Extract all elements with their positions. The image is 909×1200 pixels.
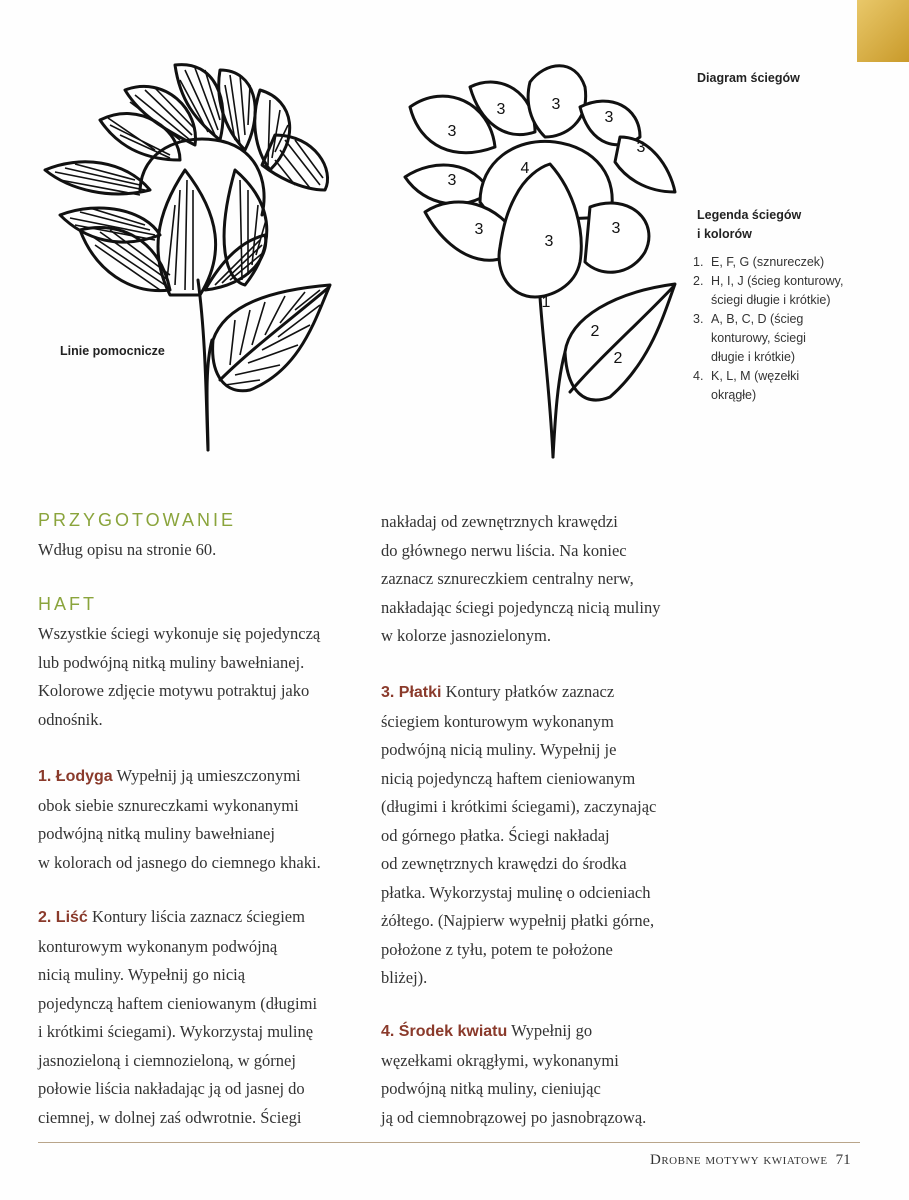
preparation-heading: PRZYGOTOWANIE: [38, 510, 237, 530]
page-number: 71: [835, 1152, 851, 1168]
diagram-label-leaf-b: 2: [613, 350, 623, 367]
petals-title: 3. Płatki: [381, 684, 442, 701]
guide-lines-caption: Linie pomocnicze: [60, 344, 165, 358]
diagram-label-petal-top1: 3: [496, 101, 506, 118]
stem-section: 1. Łodyga Wypełnij ją umieszczonymi obok siebie sznureczkami wykonanymi podwójną nitką muliny bawełnianej w kolorach od jasnego do ciemnego khaki.: [38, 766, 321, 872]
diagram-label-petal-front: 3: [544, 233, 554, 250]
center-section: 4. Środek kwiatu Wypełnij go węzełkami okrągłymi, wykonanymi podwójną nitką muliny, cieniując ją od ciemnobrązowej po jasnobrązową.: [381, 1021, 647, 1127]
legend-list: [693, 253, 873, 405]
center-title: 4. Środek kwiatu: [381, 1023, 508, 1040]
legend-title-line1: Legenda ściegów: [697, 208, 802, 222]
diagram-label-petal-tl1: 3: [447, 123, 457, 140]
diagram-label-center: 4: [520, 160, 530, 177]
diagram-label-stem: 1: [541, 294, 551, 311]
diagram-label-petal-l2: 3: [447, 172, 457, 189]
guide-lines-flower-drawing: [30, 40, 350, 455]
legend-title-line2: i kolorów: [697, 227, 752, 241]
diagram-label-leaf-a: 2: [590, 323, 600, 340]
diagram-label-petal-bl: 3: [474, 221, 484, 238]
legend-item: 3. A, B, C, D (ścieg konturowy, ściegi długie i krótkie): [693, 312, 806, 364]
corner-photo-fragment: [857, 0, 909, 62]
stitch-diagram-caption: Diagram ściegów: [697, 71, 800, 85]
stem-title: 1. Łodyga: [38, 768, 113, 785]
embroidery-intro: Wszystkie ściegi wykonuje się pojedynczą lub podwójną nitką muliny bawełnianej. Kolorowe zdjęcie motywu potraktuj jako odnośnik.: [38, 624, 321, 729]
preparation-text: Wdług opisu na stronie 60.: [38, 540, 217, 559]
running-title: Drobne motywy kwiatowe: [650, 1152, 828, 1168]
legend-title: [697, 206, 801, 244]
leaf-section-continued: nakładaj od zewnętrznych krawędzi do głównego nerwu liścia. Na koniec zaznacz sznureczkiem centralny nerw, nakładając ściegi pojedynczą nicią muliny w kolorze jasnozielonym.: [381, 512, 661, 645]
footer-divider: [38, 1142, 860, 1143]
leaf-title: 2. Liść: [38, 909, 88, 926]
legend-item: 4. K, L, M (węzełki okrągłe): [693, 369, 800, 402]
embroidery-heading: HAFT: [38, 594, 97, 614]
diagram-label-petal-top2: 3: [551, 96, 561, 113]
diagram-label-petal-r2: 3: [636, 139, 646, 156]
petals-section: 3. Płatki Kontury płatków zaznacz ściegiem konturowym wykonanym podwójną nicią muliny. Wypełnij je nicią pojedynczą haftem cieniowanym (długimi i krótkimi ściegami), zaczynając od górnego płatka. Ściegi nakładaj od zewnętrznych krawędzi do środka płatka. Wykorzystaj mulinę o odcieniach żółtego. (Najpierw wypełnij płatki górne, położone z tyłu, potem te położone bliżej).: [381, 682, 657, 987]
leaf-section: 2. Liść Kontury liścia zaznacz ściegiem konturowym wykonanym podwójną nicią muliny. Wypełnij go nicią pojedynczą haftem cieniowanym (długimi i krótkimi ściegami). Wykorzystaj mulinę jasnozieloną i ciemnozieloną, w górnej połowie liścia nakładając ją od jasnej do ciemnej, w dolnej zaś odwrotnie. Ściegi: [38, 907, 318, 1127]
diagram-label-petal-br: 3: [611, 220, 621, 237]
page-footer: [650, 1152, 851, 1169]
stitch-diagram-drawing: [385, 52, 695, 462]
legend-item: 2. H, I, J (ścieg konturowy, ściegi długie i krótkie): [693, 274, 844, 307]
diagram-label-petal-r1: 3: [604, 109, 614, 126]
legend-item: 1. E, F, G (sznureczek): [693, 255, 825, 269]
